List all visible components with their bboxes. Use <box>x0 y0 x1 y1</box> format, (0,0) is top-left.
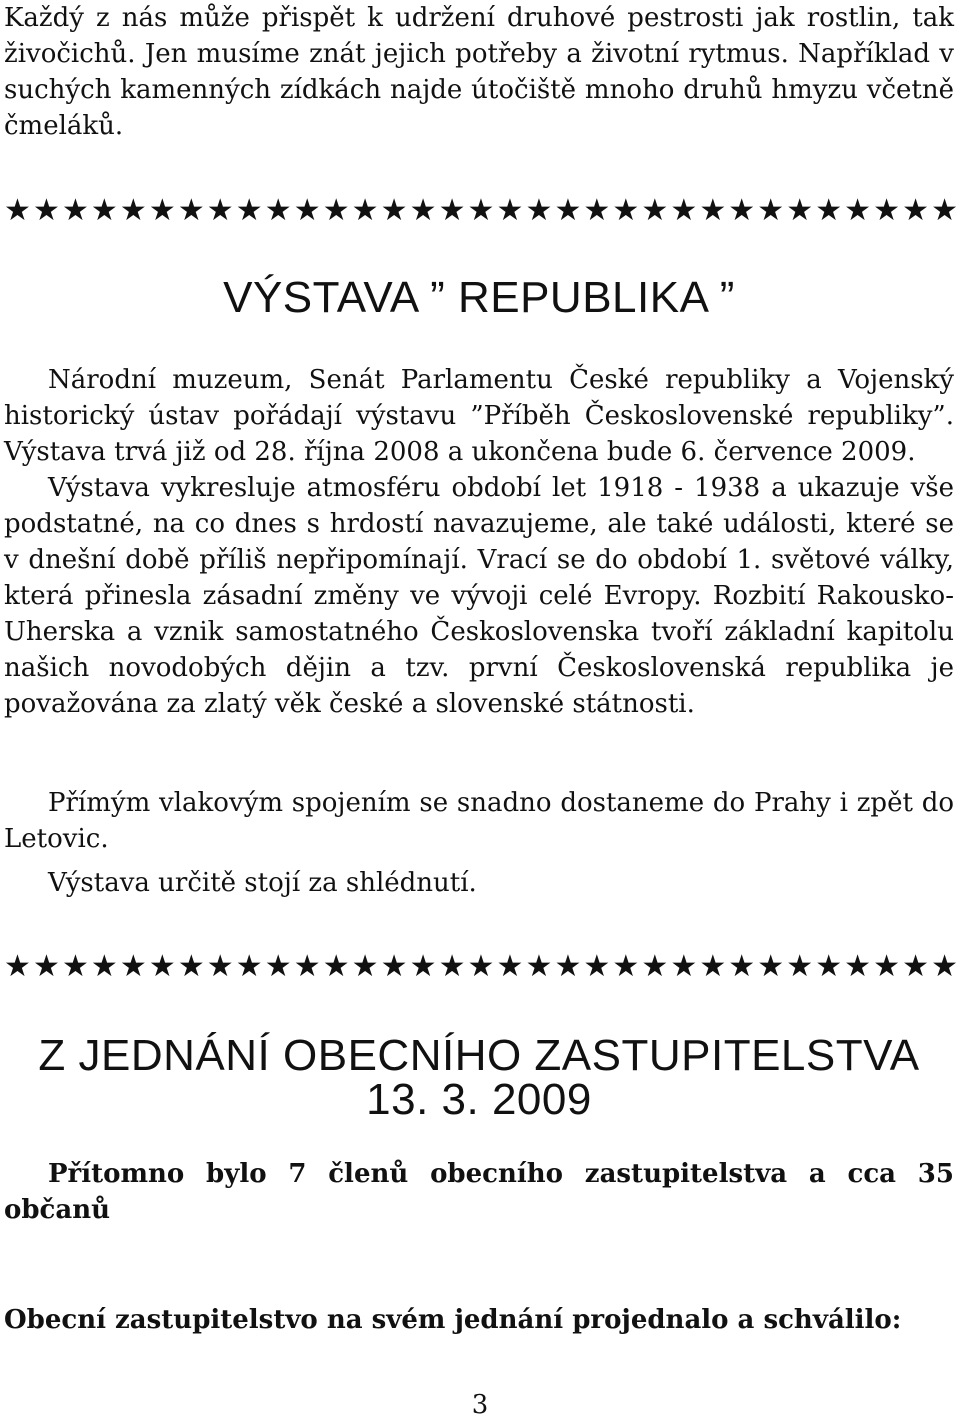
exhibition-paragraph: Výstava vykresluje atmosféru období let 1918 - 1938 a ukazuje vše podstatné, na co dnes s hrdostí navazujeme, ale také události, které se v dnešní době příliš nepřipomínají. Vrací se do období 1. světové války, která přinesla zásadní změny ve vývoji celé Evropy. Rozbití Rakousko-Uherska a vznik samostatného Československa tvoří základní kapitolu našich novodobých dějin a tzv. první Československá republika je považována za zlatý věk české a slovenské státnosti. <box>4 473 954 719</box>
recommendation-paragraph: Výstava určitě stojí za shlédnutí. <box>48 868 477 898</box>
council-title: Z JEDNÁNÍ OBECNÍHO ZASTUPITELSTVA <box>38 1031 920 1080</box>
attendance-text: Přítomno bylo 7 členů obecního zastupitelstva a cca 35 občanů <box>4 1159 954 1225</box>
exhibition-title: VÝSTAVA ” REPUBLIKA ” <box>223 273 735 322</box>
intro-paragraph: Každý z nás může přispět k udržení druhové pestrosti jak rostlin, tak živočichů. Jen musíme znát jejich potřeby a životní rytmus. Například v suchých kamenných zídkách najde útočiště mnoho druhů hmyzu včetně čmeláků. <box>4 3 954 141</box>
travel-block <box>4 785 954 901</box>
attendance-block <box>4 1156 954 1228</box>
star-separator: ★★★★★★★★★★★★★★★★★★★★★★★★★★★★★★★★★ <box>4 950 956 984</box>
council-date: 13. 3. 2009 <box>366 1075 592 1124</box>
approval-intro: Obecní zastupitelstvo na svém jednání projednalo a schválilo: <box>4 1305 902 1335</box>
approval-block <box>4 1302 954 1338</box>
travel-paragraph: Přímým vlakovým spojením se snadno dostaneme do Prahy i zpět do Letovic. <box>4 788 954 854</box>
page-number: 3 <box>471 1390 489 1420</box>
exhibition-paragraph: Národní muzeum, Senát Parlamentu České republiky a Vojenský historický ústav pořádají výstavu ”Příběh Československé republiky”. Výstava trvá již od 28. října 2008 a ukončena bude 6. července 2009. <box>4 365 954 467</box>
star-separator: ★★★★★★★★★★★★★★★★★★★★★★★★★★★★★★★★★ <box>4 194 956 228</box>
document-page <box>4 0 954 1420</box>
intro-block <box>4 0 954 144</box>
exhibition-body <box>4 362 954 722</box>
